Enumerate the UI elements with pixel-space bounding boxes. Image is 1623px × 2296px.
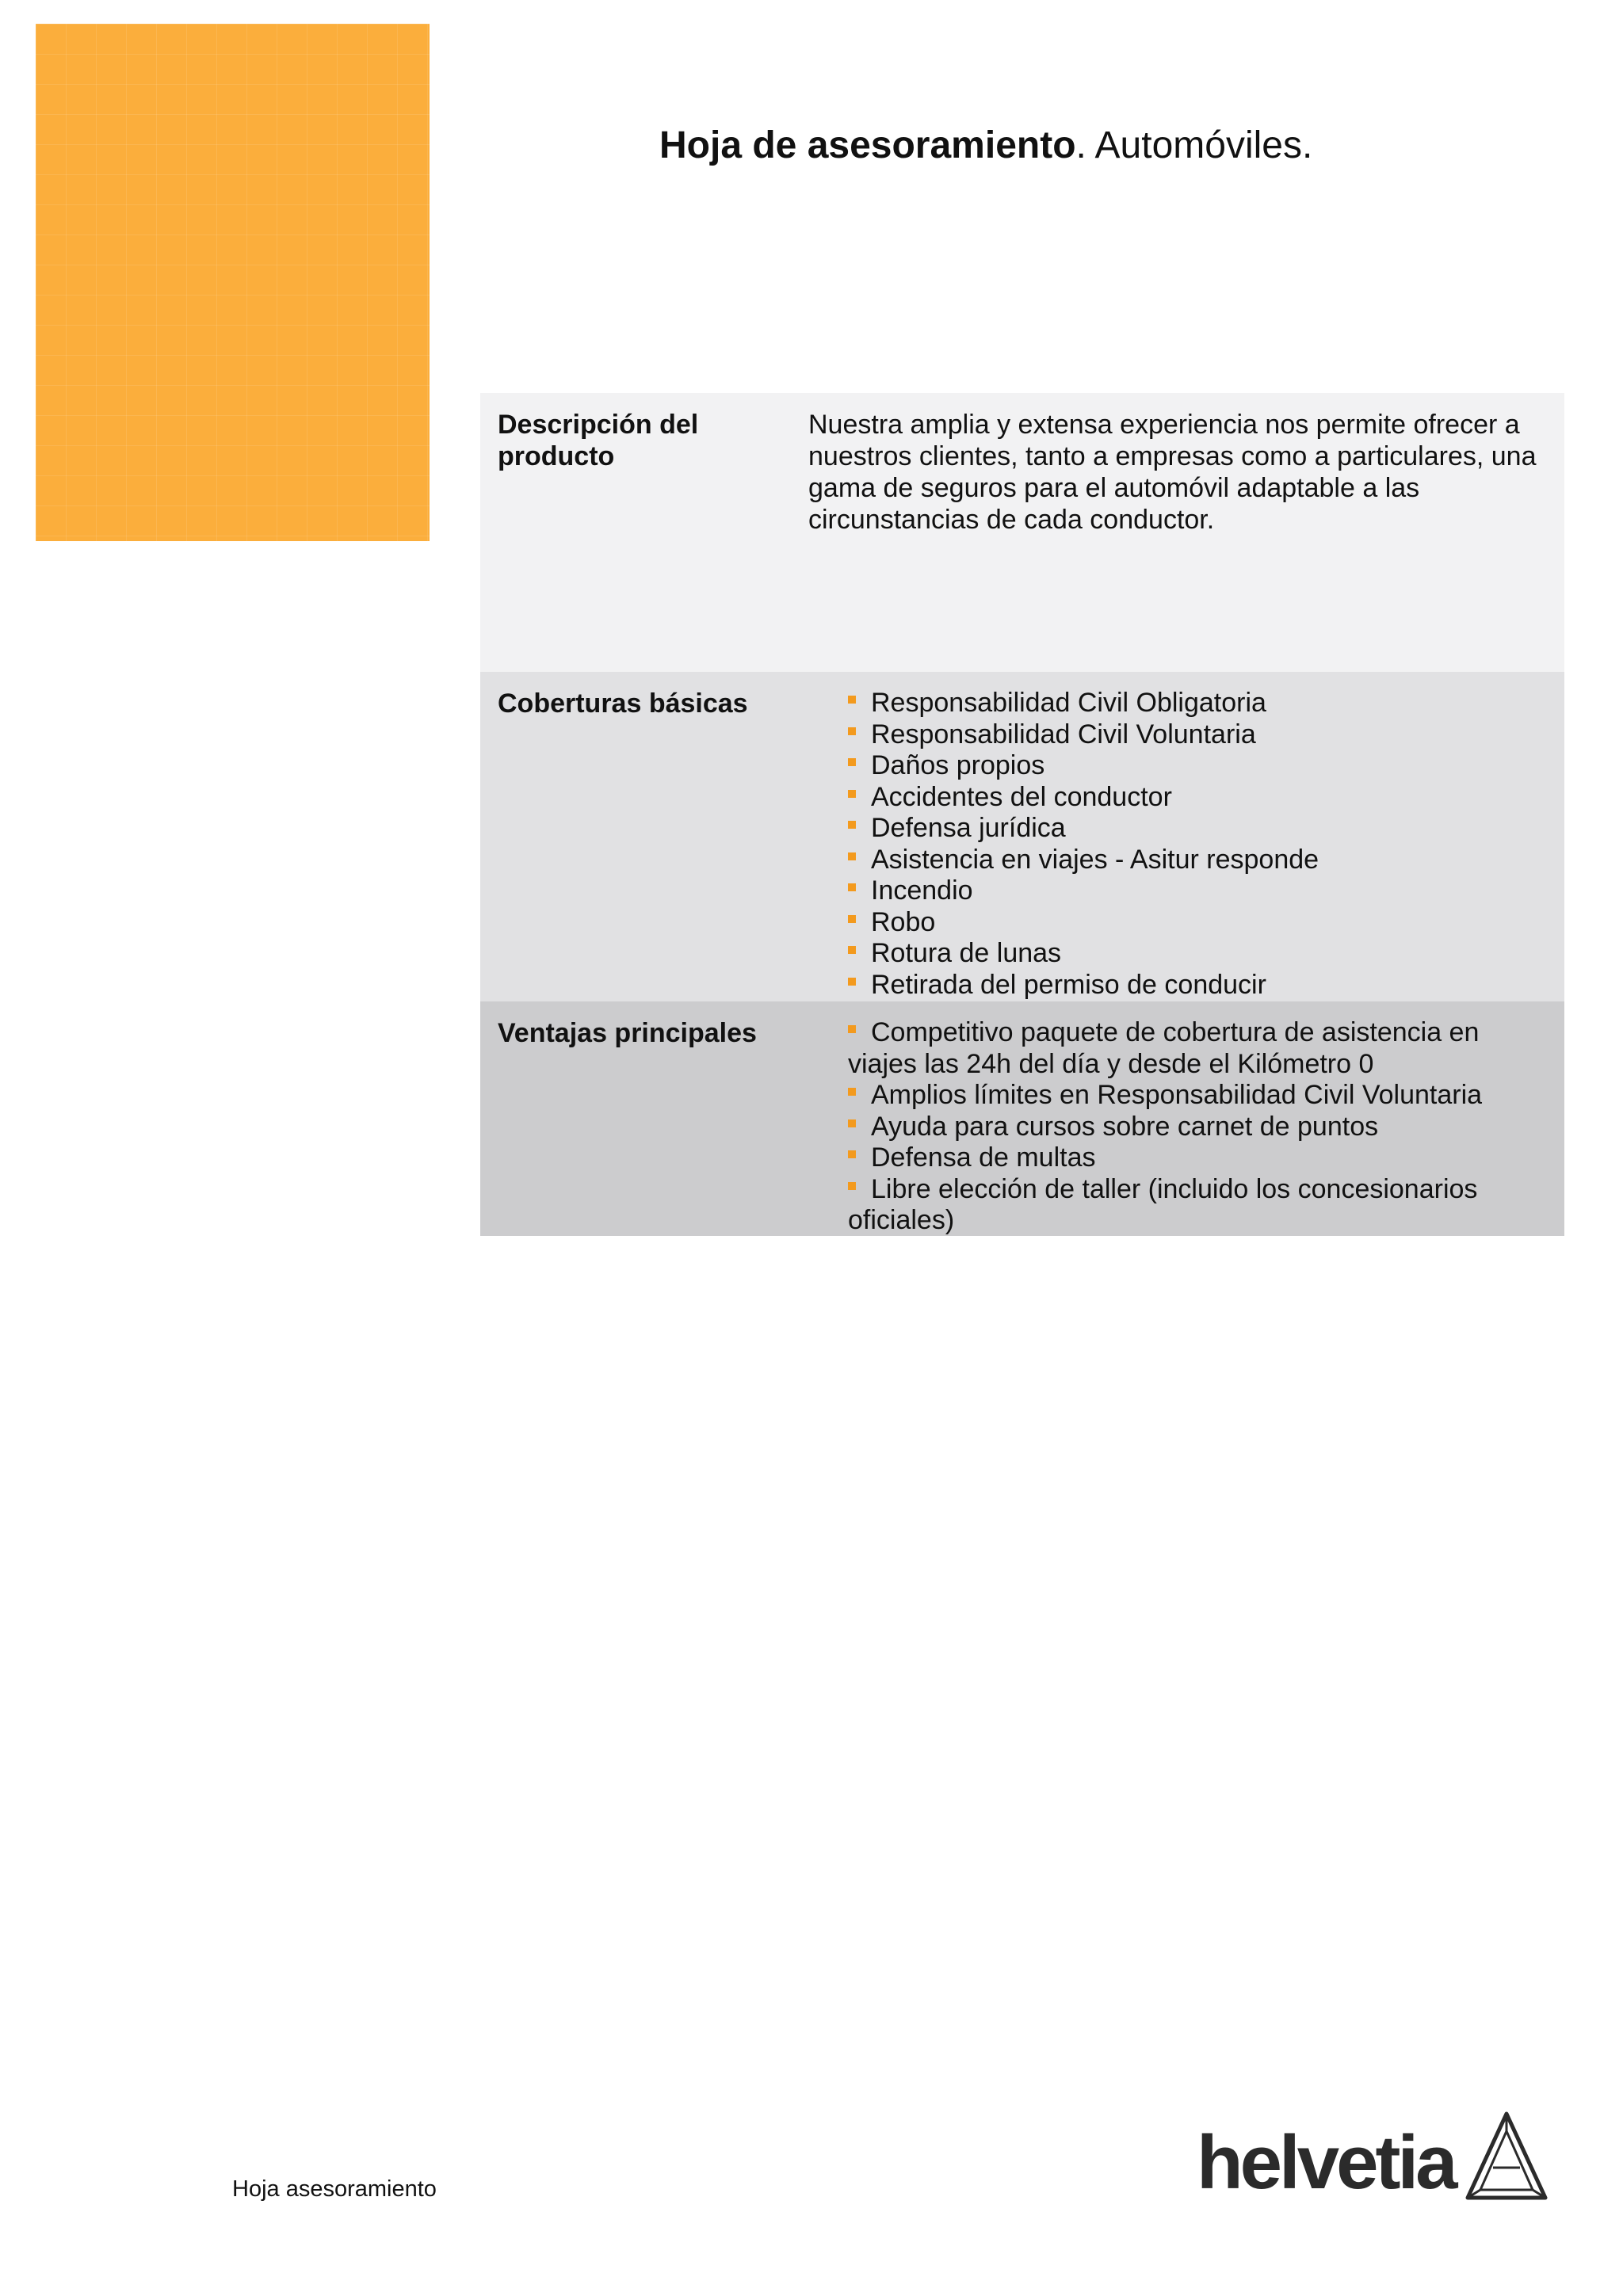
description-text: Nuestra amplia y extensa experiencia nos permite ofrecer a nuestros clientes, tanto a empresas como a particulares, una gama de seguros para el automóvil adaptable a las circunstancias de cada conductor. [808,410,1537,535]
list-item: Defensa de multas [848,1142,1553,1174]
list-item: Rotura de lunas [848,938,1553,970]
bullet-square-icon [848,1119,856,1127]
bullet-square-icon [848,1182,856,1190]
description-label: Descripción del producto [498,410,699,471]
list-item: Robo [848,907,1553,939]
bullet-square-icon [848,978,856,986]
list-item: Retirada del permiso de conducir [848,970,1553,1001]
list-item: Libre elección de taller (incluido los concesionarios oficiales) [848,1173,1478,1235]
description-row [480,393,1564,672]
bullet-square-icon [848,696,856,704]
bullet-square-icon [848,1088,856,1096]
list-item: Defensa jurídica [848,813,1553,845]
bullet-square-icon [848,852,856,860]
bullet-square-icon [848,946,856,954]
list-item: Asistencia en viajes - Asitur responde [848,845,1553,876]
list-item: Responsabilidad Civil Voluntaria [848,719,1553,751]
coverages-label: Coberturas básicas [498,688,748,719]
document-title [659,123,1312,169]
bullet-square-icon [848,1025,856,1033]
list-item: Responsabilidad Civil Obligatoria [848,688,1553,719]
document-title-rest: . Automóviles. [1075,124,1313,166]
list-item: Daños propios [848,750,1553,782]
bullet-square-icon [848,915,856,923]
product-info-table [480,393,1564,1236]
footer-label: Hoja asesoramiento [232,2176,437,2202]
list-item: Accidentes del conductor [848,782,1553,814]
helvetia-triangle-icon [1465,2111,1549,2203]
bullet-square-icon [848,758,856,766]
list-item: Competitivo paquete de cobertura de asistencia en viajes las 24h del día y desde el Kilómetro 0 [848,1017,1480,1079]
list-item: Ayuda para cursos sobre carnet de puntos [848,1112,1553,1143]
decorative-orange-block [36,24,430,541]
coverages-row [480,672,1564,1001]
advantages-list [848,1017,1483,1237]
bullet-square-icon [848,1150,856,1158]
bullet-square-icon [848,821,856,829]
bullet-square-icon [848,790,856,798]
coverages-list [848,688,1553,1001]
helvetia-logo [1197,2107,1553,2210]
bullet-square-icon [848,883,856,891]
document-title-bold: Hoja de asesoramiento [659,124,1076,166]
list-item: Incendio [848,875,1553,907]
advantages-row [480,1001,1564,1236]
advantages-label: Ventajas principales [498,1018,757,1048]
bullet-square-icon [848,727,856,735]
list-item: Amplios límites en Responsabilidad Civil Voluntaria [848,1080,1553,1112]
logo-wordmark: helvetia [1197,2120,1455,2205]
